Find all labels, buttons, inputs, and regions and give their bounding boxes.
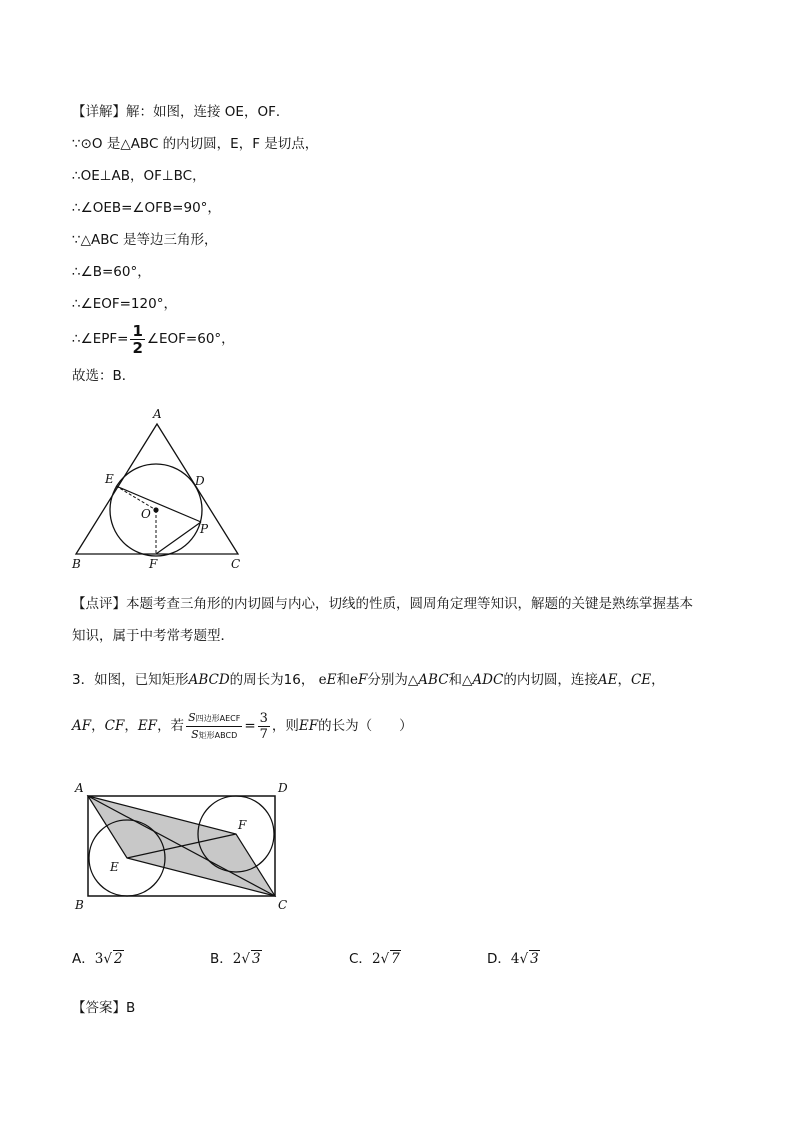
- comment-line-2: 知识，属于中考常考题型．: [72, 628, 234, 644]
- option-a-coef: 3: [94, 951, 104, 967]
- solution-step-3: ∴∠OEB=∠OFB=90°，: [72, 200, 221, 216]
- comment-heading: 【点评】: [72, 596, 126, 612]
- solution-step-6: ∴∠EOF=120°，: [72, 296, 177, 312]
- label-f: F: [149, 557, 158, 571]
- comment-text-1: 本题考查三角形的内切圆与内心，切线的性质，圆周角定理等知识，解题的关键是熟练掌握基本: [126, 596, 693, 612]
- comma-3: ，: [91, 718, 105, 734]
- point-e-text: E: [326, 672, 337, 688]
- fig2-label-a: A: [75, 781, 84, 795]
- circle-symbol-2: e: [350, 672, 359, 688]
- figure-rectangle-incircles: [66, 776, 296, 916]
- figure-incircle-triangle: [66, 402, 256, 574]
- question-text-f: 的长为（ ）: [318, 718, 413, 734]
- option-b-radicand: 3: [251, 951, 261, 967]
- triangle-adc-text: △ADC: [462, 672, 504, 688]
- fig2-label-f: F: [238, 818, 247, 832]
- s-den: S: [191, 727, 199, 741]
- triangle-abc-text: △ABC: [407, 672, 449, 688]
- fig2-label-c: C: [278, 898, 288, 912]
- option-d-letter: D．: [487, 951, 511, 967]
- option-c-radicand: 7: [391, 951, 400, 967]
- step7-prefix: ∴∠EPF=: [72, 331, 129, 347]
- option-d-coef: 4: [510, 951, 520, 967]
- rect-name: ABCD: [188, 672, 230, 688]
- circle-symbol-1: e: [318, 672, 327, 688]
- question-text-d: 的内切圆，连接: [503, 672, 598, 688]
- option-d[interactable]: [487, 947, 540, 967]
- radical-icon: √: [519, 951, 529, 967]
- option-d-radicand: 3: [530, 951, 539, 967]
- ratio-denominator: 7: [259, 726, 268, 742]
- question-text-b: 的周长为16，: [229, 672, 315, 688]
- fraction-denominator: 2: [132, 338, 143, 357]
- area-numerator: [186, 710, 242, 727]
- option-c-letter: C．: [349, 951, 372, 967]
- solution-step-1: ∵⊙O 是△ABC 的内切圆，E，F 是切点，: [72, 136, 319, 152]
- option-c[interactable]: [349, 947, 401, 967]
- solution-intro-line: [72, 102, 289, 122]
- triangle-abc: [76, 424, 238, 554]
- question-text-c: 分别为: [367, 672, 408, 688]
- segment-ep: [116, 486, 201, 522]
- question-number: 3．: [72, 672, 95, 688]
- option-a-letter: A．: [72, 951, 95, 967]
- solution-step-7: [72, 322, 235, 356]
- label-c: C: [231, 557, 241, 571]
- solution-choice: 故选：B．: [72, 368, 136, 384]
- segment-pf: [156, 522, 201, 554]
- question-line-2: [72, 704, 413, 748]
- question-text-e: ，则: [271, 718, 299, 734]
- question-and: 和: [336, 672, 351, 688]
- question-line-1: [72, 670, 665, 690]
- option-b-letter: B．: [210, 951, 233, 967]
- solution-heading: 【详解】: [72, 104, 126, 120]
- label-e: E: [105, 472, 114, 486]
- s-num-sub: 四边形AECF: [195, 713, 241, 723]
- s-den-sub: 矩形ABCD: [198, 730, 238, 740]
- segment-cf-text: CF: [104, 718, 125, 734]
- segment-ef-text-2: EF: [298, 718, 319, 734]
- label-o: O: [141, 507, 151, 521]
- label-d: D: [195, 474, 205, 488]
- comment-line-1: [72, 594, 693, 614]
- label-b: B: [72, 557, 81, 571]
- step7-suffix: ∠EOF=60°，: [146, 331, 235, 347]
- option-a[interactable]: [72, 947, 124, 967]
- comma-2: ，: [651, 672, 665, 688]
- half-fraction: [130, 323, 144, 356]
- fig2-label-e: E: [110, 860, 119, 874]
- radical-icon: √: [241, 951, 250, 967]
- solution-step-4: ∵△ABC 是等边三角形，: [72, 232, 218, 248]
- segment-ce-text: CE: [630, 672, 652, 688]
- ratio-numerator: 3: [259, 710, 268, 726]
- fig2-label-b: B: [75, 898, 84, 912]
- ratio-fraction: [258, 711, 270, 742]
- segment-ae-text: AE: [597, 672, 618, 688]
- option-a-radicand: 2: [113, 951, 123, 967]
- fraction-numerator: 1: [132, 321, 143, 340]
- fig2-label-d: D: [278, 781, 288, 795]
- answer-value: B: [126, 1000, 136, 1016]
- answer-heading: 【答案】: [72, 1000, 126, 1016]
- point-f-text: F: [358, 672, 368, 688]
- comma-1: ，: [617, 672, 631, 688]
- label-p: P: [200, 522, 209, 536]
- center-point-o: [153, 507, 158, 512]
- area-ratio-fraction: [186, 710, 242, 743]
- radical-icon: √: [380, 951, 390, 967]
- segment-af-text: AF: [72, 718, 92, 734]
- equals-sign: =: [244, 718, 256, 734]
- answer-line: [72, 998, 135, 1018]
- solution-step-5: ∴∠B=60°，: [72, 264, 151, 280]
- solution-step-2: ∴OE⊥AB，OF⊥BC，: [72, 168, 206, 184]
- option-b-coef: 2: [232, 951, 242, 967]
- option-b[interactable]: [210, 947, 262, 967]
- question-ruo: ，若: [157, 718, 185, 734]
- option-c-coef: 2: [371, 951, 381, 967]
- question-text-a: 如图，已知矩形: [94, 672, 189, 688]
- area-denominator: [186, 727, 242, 743]
- comma-4: ，: [124, 718, 138, 734]
- question-and-2: 和: [448, 672, 463, 688]
- label-a: A: [153, 407, 162, 421]
- segment-ef-text: EF: [137, 718, 158, 734]
- s-num: S: [188, 710, 196, 724]
- solution-intro: 解：如图，连接 OE，OF．: [126, 104, 290, 120]
- radical-icon: √: [103, 951, 112, 967]
